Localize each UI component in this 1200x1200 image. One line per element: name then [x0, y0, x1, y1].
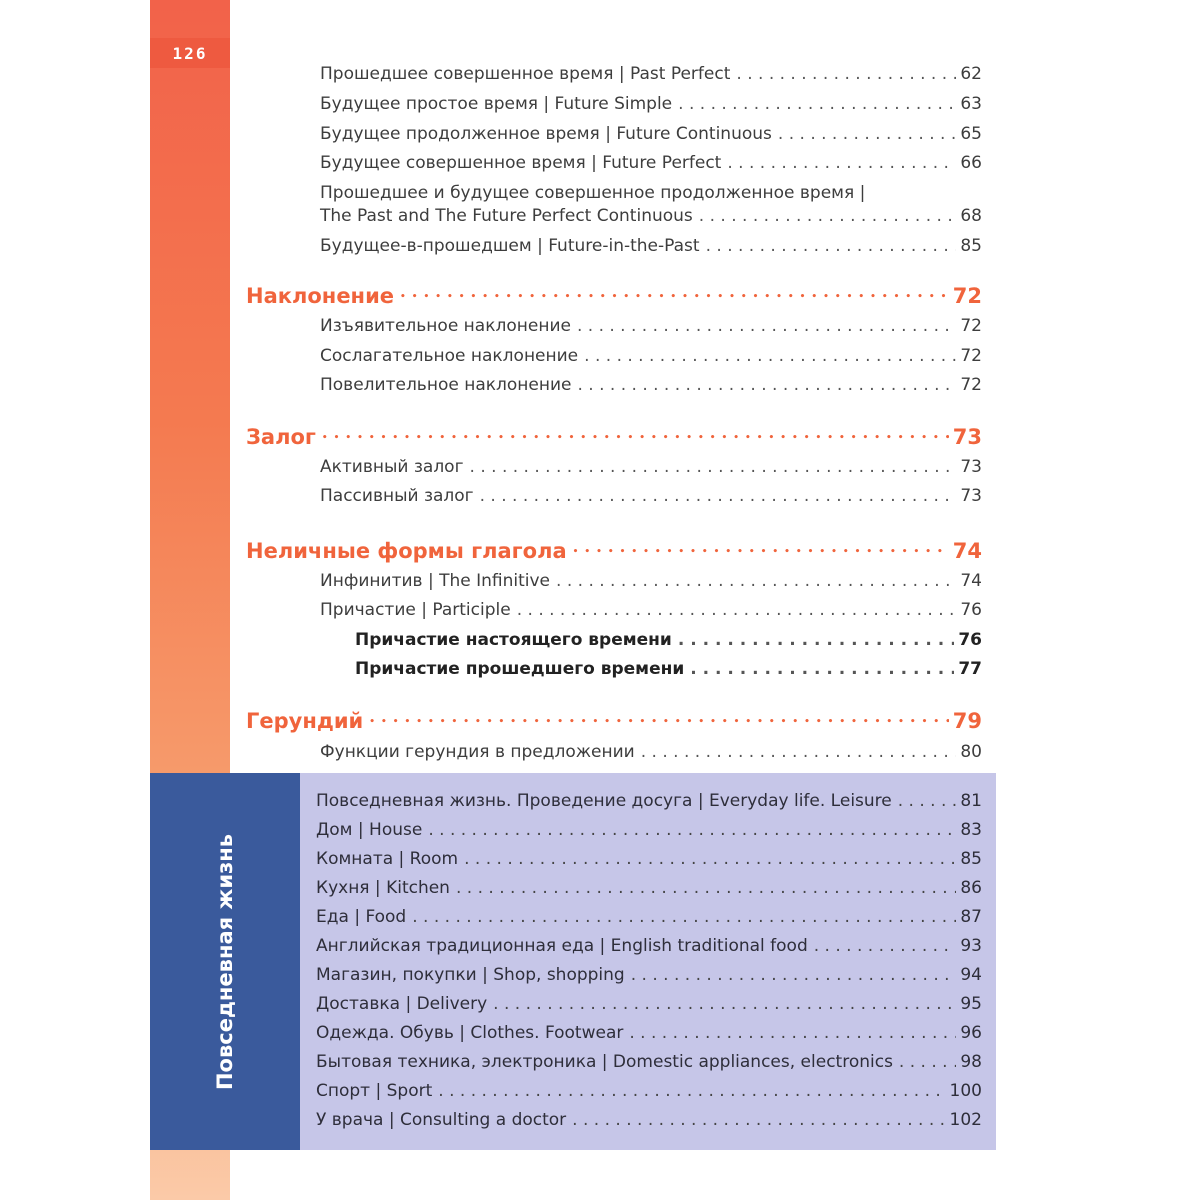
entry-page: 98: [960, 1052, 982, 1072]
entry-page: 72: [960, 375, 982, 395]
entry-title: Еда | Food: [316, 907, 407, 927]
toc-entry[interactable]: [316, 820, 982, 840]
toc-entry[interactable]: [320, 316, 982, 336]
entry-title: Будущее продолженное время | Future Continuous: [320, 124, 772, 144]
entry-title: Повелительное наклонение: [320, 375, 572, 395]
entry-title: У врача | Consulting a doctor: [316, 1110, 567, 1130]
section-title: Герундий: [246, 709, 364, 733]
entry-page: 102: [949, 1110, 982, 1130]
entry-page: 86: [960, 878, 982, 898]
leader-dots: [641, 742, 957, 762]
entry-title-line1: Прошедшее и будущее совершенное продолженное время |: [320, 183, 866, 203]
leader-dots: [699, 206, 957, 226]
entry-title: Одежда. Обувь | Clothes. Footwear: [316, 1023, 624, 1043]
entry-title: Инфинитив | The Infinitive: [320, 571, 551, 591]
entry-title: Доставка | Delivery: [316, 994, 488, 1014]
toc-entry[interactable]: [320, 346, 982, 366]
toc-entry[interactable]: [320, 236, 982, 256]
leader-dots: [678, 94, 956, 114]
leader-dots: [517, 600, 957, 620]
entry-title: Спорт | Sport: [316, 1081, 433, 1101]
entry-title: Сослагательное наклонение: [320, 346, 579, 366]
leader-dots: [428, 820, 956, 840]
entry-page: 100: [949, 1081, 982, 1101]
toc-entry[interactable]: [320, 571, 982, 591]
leader-dots: [727, 153, 956, 173]
leader-dots: [556, 571, 956, 591]
entry-page: 62: [960, 64, 982, 84]
entry-page: 77: [958, 659, 982, 679]
toc-entry[interactable]: [316, 1023, 982, 1043]
entry-page: 65: [960, 124, 982, 144]
toc-entry[interactable]: [320, 457, 982, 477]
section-title: Залог: [246, 425, 316, 449]
toc-entry[interactable]: [320, 124, 982, 144]
toc-entry[interactable]: [320, 153, 982, 173]
toc-entry[interactable]: [316, 878, 982, 898]
page-number: 126: [150, 38, 230, 68]
leader-dots: [322, 425, 949, 449]
leader-dots: [584, 346, 956, 366]
entry-page: 85: [960, 236, 982, 256]
leader-dots: [480, 486, 957, 506]
entry-page: 72: [960, 346, 982, 366]
entry-page: 94: [960, 965, 982, 985]
leader-dots: [678, 630, 955, 650]
entry-page: 76: [960, 600, 982, 620]
leader-dots: [438, 1081, 945, 1101]
leader-dots: [400, 284, 949, 308]
toc-entry[interactable]: [320, 206, 982, 226]
section-side-title-wrap: [150, 773, 300, 1150]
entry-page: 85: [960, 849, 982, 869]
entry-page: 83: [960, 820, 982, 840]
entry-title: Кухня | Kitchen: [316, 878, 450, 898]
toc-entry[interactable]: [316, 936, 982, 956]
toc-entry[interactable]: [316, 1110, 982, 1130]
leader-dots: [493, 994, 956, 1014]
entry-page: 80: [960, 742, 982, 762]
entry-title: Причастие настоящего времени: [355, 630, 672, 650]
entry-page: 81: [960, 791, 982, 811]
toc-subentry[interactable]: [355, 659, 982, 679]
entry-page: 68: [960, 206, 982, 226]
toc-entry[interactable]: [316, 965, 982, 985]
leader-dots: [814, 936, 957, 956]
section-page: 72: [952, 284, 982, 308]
entry-page: 96: [960, 1023, 982, 1043]
toc-section-heading[interactable]: [246, 539, 982, 563]
leader-dots: [629, 1023, 956, 1043]
section-title: Наклонение: [246, 284, 395, 308]
toc-entry[interactable]: [320, 64, 982, 84]
entry-title: Английская традиционная еда | English traditional food: [316, 936, 808, 956]
leader-dots: [898, 791, 957, 811]
toc-entry[interactable]: [320, 375, 982, 395]
toc-section-heading[interactable]: [246, 425, 982, 449]
toc-entry[interactable]: [320, 600, 982, 620]
entry-title: Функции герундия в предложении: [320, 742, 635, 762]
toc-entry[interactable]: [316, 907, 982, 927]
leader-dots: [690, 659, 954, 679]
entry-page: 63: [960, 94, 982, 114]
entry-title: Повседневная жизнь. Проведение досуга | Everyday life. Leisure: [316, 791, 892, 811]
leader-dots: [577, 375, 956, 395]
entry-title: Магазин, покупки | Shop, shopping: [316, 965, 625, 985]
leader-dots: [456, 878, 956, 898]
leader-dots: [736, 64, 956, 84]
leader-dots: [778, 124, 956, 144]
leader-dots: [470, 457, 957, 477]
entry-title: Будущее совершенное время | Future Perfect: [320, 153, 722, 173]
leader-dots: [706, 236, 957, 256]
section-page: 73: [952, 425, 982, 449]
toc-entry[interactable]: [320, 94, 982, 114]
section-side-title: Повседневная жизнь: [213, 833, 237, 1090]
toc-entry[interactable]: [316, 849, 982, 869]
toc-entry[interactable]: [316, 1081, 982, 1101]
toc-entry[interactable]: [316, 994, 982, 1014]
entry-page: 76: [958, 630, 982, 650]
entry-page: 93: [960, 936, 982, 956]
leader-dots: [631, 965, 957, 985]
leader-dots: [464, 849, 956, 869]
leader-dots: [412, 907, 956, 927]
entry-title: Будущее простое время | Future Simple: [320, 94, 673, 114]
entry-title: Бытовая техника, электроника | Domestic appliances, electronics: [316, 1052, 893, 1072]
section-page: 79: [952, 709, 982, 733]
entry-page: 66: [960, 153, 982, 173]
leader-dots: [572, 1110, 945, 1130]
leader-dots: [369, 709, 949, 733]
entry-page: 73: [960, 486, 982, 506]
toc-section-heading[interactable]: [246, 284, 982, 308]
entry-page: 95: [960, 994, 982, 1014]
section-page: 74: [952, 539, 982, 563]
entry-title: Будущее-в-прошедшем | Future-in-the-Past: [320, 236, 700, 256]
section-title: Неличные формы глагола: [246, 539, 567, 563]
entry-title: Пассивный залог: [320, 486, 474, 506]
toc-entry[interactable]: [316, 1052, 982, 1072]
leader-dots: [577, 316, 956, 336]
entry-page: 87: [960, 907, 982, 927]
leader-dots: [573, 539, 949, 563]
toc-entry[interactable]: [320, 742, 982, 762]
entry-page: 74: [960, 571, 982, 591]
toc-subentry[interactable]: [355, 630, 982, 650]
toc-section-heading[interactable]: [246, 709, 982, 733]
entry-title: Прошедшее совершенное время | Past Perfect: [320, 64, 731, 84]
entry-page: 72: [960, 316, 982, 336]
entry-title: Активный залог: [320, 457, 464, 477]
entry-title: Изъявительное наклонение: [320, 316, 571, 336]
entry-title: Комната | Room: [316, 849, 459, 869]
entry-title: Причастие | Participle: [320, 600, 511, 620]
toc-entry[interactable]: [320, 486, 982, 506]
entry-title: Причастие прошедшего времени: [355, 659, 685, 679]
entry-title: Дом | House: [316, 820, 423, 840]
leader-dots: [899, 1052, 956, 1072]
entry-page: 73: [960, 457, 982, 477]
toc-entry[interactable]: [316, 791, 982, 811]
entry-title-line2: The Past and The Future Perfect Continuous: [320, 206, 693, 226]
